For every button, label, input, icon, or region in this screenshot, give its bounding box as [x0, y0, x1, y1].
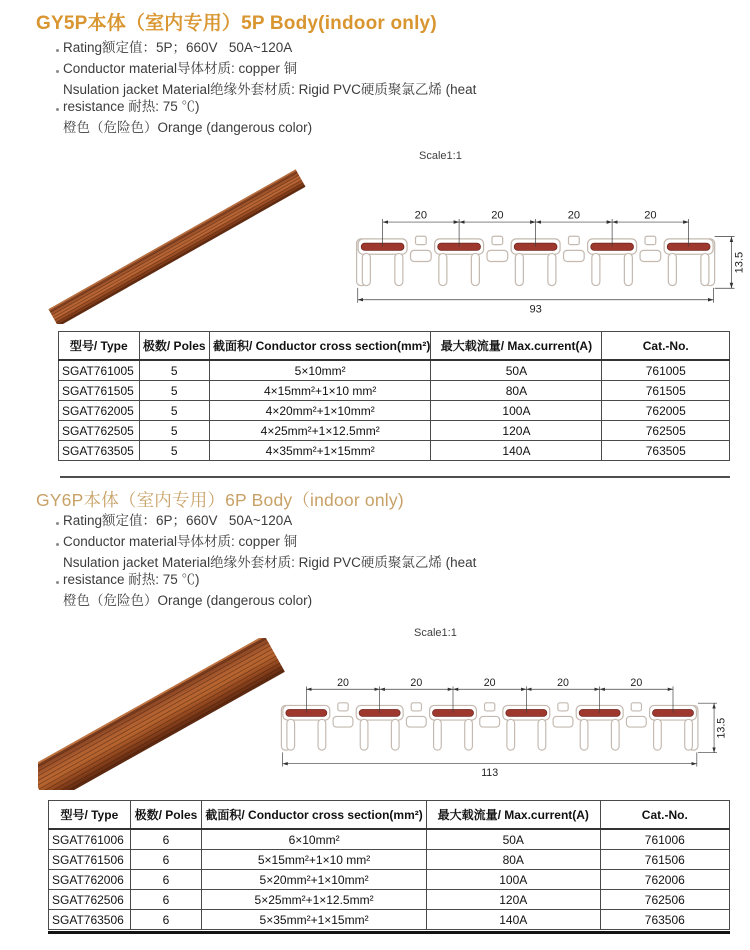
spec-item — [56, 555, 536, 589]
table-row — [49, 910, 730, 930]
spec-item — [56, 61, 536, 78]
cell-max-current: 140A — [426, 910, 600, 930]
cell-cross-section: 4×25mm²+1×12.5mm² — [209, 421, 430, 441]
cell-cross-section: 5×10mm² — [209, 360, 430, 381]
spec-table-gy6p — [48, 800, 730, 930]
cell-type: SGAT761506 — [49, 850, 131, 870]
cell-cat-no: 763506 — [600, 910, 729, 930]
cell-max-current: 80A — [431, 381, 602, 401]
spec-item — [56, 534, 536, 551]
cell-poles: 6 — [130, 850, 202, 870]
cell-cat-no: 762506 — [600, 890, 729, 910]
col-header-cross-section: 截面积/ Conductor cross section(mm²) — [209, 332, 430, 361]
dim-total-width: 93 — [529, 303, 542, 316]
section-title-gy5p: GY5P本体（室内专用）5P Body(indoor only) — [36, 13, 437, 34]
spec-list-gy5p — [56, 40, 536, 140]
dim-pitch: 20 — [483, 676, 496, 689]
spec-list-gy6p — [56, 513, 536, 613]
table-row — [49, 870, 730, 890]
table-row — [59, 401, 730, 421]
cell-max-current: 50A — [426, 829, 600, 850]
cell-type: SGAT763506 — [49, 910, 131, 930]
cell-max-current: 120A — [426, 890, 600, 910]
cell-poles: 6 — [130, 870, 202, 890]
cell-poles: 5 — [139, 381, 209, 401]
cell-cross-section: 5×35mm²+1×15mm² — [202, 910, 427, 930]
cell-poles: 6 — [130, 910, 202, 930]
scale-label-gy6p: Scale1:1 — [414, 627, 457, 639]
cell-cat-no: 763505 — [602, 441, 730, 461]
dim-height: 13.5 — [715, 717, 728, 739]
spec-text: Conductor material导体材质: copper 铜 — [63, 533, 298, 549]
cell-poles: 5 — [139, 421, 209, 441]
cell-cross-section: 5×15mm²+1×10 mm² — [202, 850, 427, 870]
spec-text: Conductor material导体材质: copper 铜 — [63, 60, 298, 76]
bullet-dot — [56, 543, 59, 546]
cell-cat-no: 762006 — [600, 870, 729, 890]
cell-cross-section: 6×10mm² — [202, 829, 427, 850]
table-row — [59, 381, 730, 401]
cell-type: SGAT762506 — [49, 890, 131, 910]
dim-pitch: 20 — [491, 209, 504, 222]
spec-item — [56, 593, 536, 610]
spec-text: Nsulation jacket Material绝缘外套材质: Rigid PVC硬质聚氯乙烯 (heat resistance 耐热: 75 ℃) — [63, 554, 477, 587]
cell-max-current: 100A — [431, 401, 602, 421]
spec-text: 橙色（危险色）Orange (dangerous color) — [63, 592, 313, 608]
cell-poles: 5 — [139, 360, 209, 381]
dim-pitch: 20 — [557, 676, 569, 689]
table-row — [59, 421, 730, 441]
cell-poles: 6 — [130, 890, 202, 910]
table-row — [59, 441, 730, 461]
section-divider — [60, 476, 730, 478]
bullet-dot — [56, 108, 59, 111]
cell-max-current: 50A — [431, 360, 602, 381]
dim-pitch: 20 — [414, 209, 428, 222]
cell-cat-no: 761006 — [600, 829, 729, 850]
dim-pitch: 20 — [410, 676, 423, 689]
table-row — [59, 360, 730, 381]
table-header-row — [49, 801, 730, 830]
cell-cat-no: 762505 — [602, 421, 730, 441]
cell-type: SGAT762006 — [49, 870, 131, 890]
spec-table-gy5p — [58, 331, 730, 461]
cell-cat-no: 761505 — [602, 381, 730, 401]
cell-cat-no: 762005 — [602, 401, 730, 421]
col-header-poles: 极数/ Poles — [139, 332, 209, 361]
spec-text: 橙色（危险色）Orange (dangerous color) — [63, 119, 313, 135]
table-row — [49, 829, 730, 850]
cell-cat-no: 761005 — [602, 360, 730, 381]
cross-section-diagram-gy6p — [277, 671, 728, 786]
cell-cross-section: 4×35mm²+1×15mm² — [209, 441, 430, 461]
cell-cross-section: 5×25mm²+1×12.5mm² — [202, 890, 427, 910]
cell-type: SGAT761005 — [59, 360, 140, 381]
cell-type: SGAT762005 — [59, 401, 140, 421]
spec-item — [56, 513, 536, 530]
cell-type: SGAT763505 — [59, 441, 140, 461]
dim-pitch: 20 — [644, 209, 657, 222]
col-header-cat-no: Cat.-No. — [602, 332, 730, 361]
dim-pitch: 20 — [567, 209, 581, 222]
cell-max-current: 140A — [431, 441, 602, 461]
cell-cross-section: 4×15mm²+1×10 mm² — [209, 381, 430, 401]
cell-poles: 6 — [130, 829, 202, 850]
col-header-type: 型号/ Type — [49, 801, 131, 830]
cell-max-current: 100A — [426, 870, 600, 890]
spec-item — [56, 82, 536, 116]
cell-cross-section: 5×20mm²+1×10mm² — [202, 870, 427, 890]
cell-cross-section: 4×20mm²+1×10mm² — [209, 401, 430, 421]
bullet-dot — [56, 70, 59, 73]
col-header-type: 型号/ Type — [59, 332, 140, 361]
table-header-row — [59, 332, 730, 361]
spec-item — [56, 120, 536, 137]
spec-text: Rating额定值：6P；660V 50A~120A — [63, 513, 293, 528]
dim-height: 13.5 — [733, 251, 746, 274]
table-row — [49, 890, 730, 910]
page-bottom-rule — [48, 931, 730, 934]
dim-total-width: 113 — [481, 767, 499, 780]
col-header-cross-section: 截面积/ Conductor cross section(mm²) — [202, 801, 427, 830]
spec-item — [56, 40, 536, 57]
product-photo-gy5p — [45, 162, 335, 324]
table-row — [49, 850, 730, 870]
cell-poles: 5 — [139, 401, 209, 421]
cell-cat-no: 761506 — [600, 850, 729, 870]
col-header-max-current: 最大载流量/ Max.current(A) — [431, 332, 602, 361]
bullet-dot — [56, 581, 59, 584]
section-title-gy6p: GY6P本体（室内专用）6P Body（indoor only) — [36, 490, 404, 510]
spec-text: Nsulation jacket Material绝缘外套材质: Rigid PVC硬质聚氯乙烯 (heat resistance 耐热: 75 ℃) — [63, 81, 477, 114]
scale-label-gy5p: Scale1:1 — [419, 150, 462, 162]
cell-type: SGAT762505 — [59, 421, 140, 441]
cell-max-current: 120A — [431, 421, 602, 441]
product-photo-gy6p — [38, 638, 288, 790]
cell-poles: 5 — [139, 441, 209, 461]
bullet-dot — [56, 49, 59, 52]
col-header-poles: 极数/ Poles — [130, 801, 202, 830]
cell-type: SGAT761505 — [59, 381, 140, 401]
spec-text: Rating额定值：5P；660V 50A~120A — [63, 40, 293, 55]
dim-pitch: 20 — [630, 676, 643, 689]
col-header-cat-no: Cat.-No. — [600, 801, 729, 830]
bullet-dot — [56, 522, 59, 525]
dim-pitch: 20 — [337, 676, 349, 689]
cell-max-current: 80A — [426, 850, 600, 870]
cell-type: SGAT761006 — [49, 829, 131, 850]
col-header-max-current: 最大载流量/ Max.current(A) — [426, 801, 600, 830]
cross-section-diagram-gy5p — [352, 203, 746, 323]
